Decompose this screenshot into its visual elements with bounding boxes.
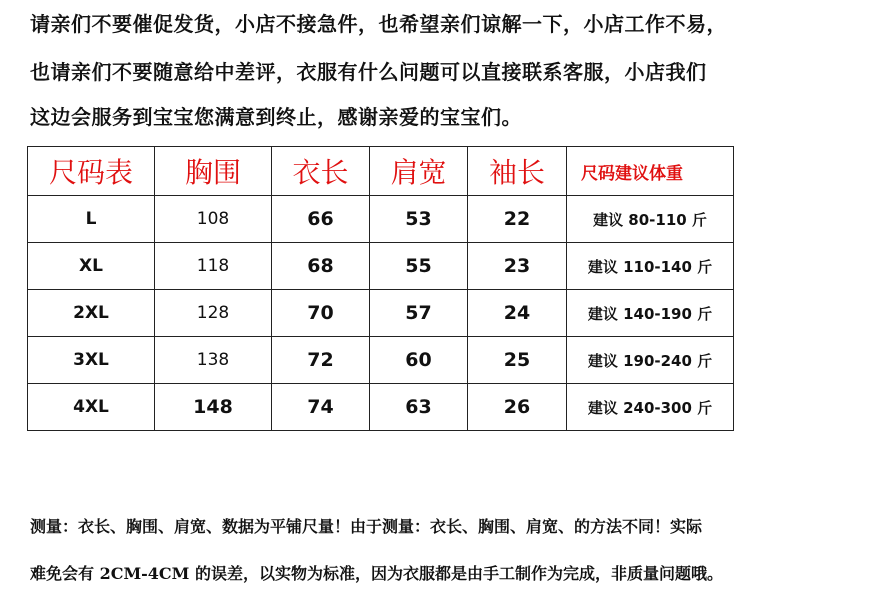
table-row <box>28 384 734 431</box>
cell-weight: 建议 190-240 斤 <box>567 337 734 384</box>
cell-size: L <box>28 196 155 243</box>
cell-weight: 建议 80-110 斤 <box>567 196 734 243</box>
cell-size: XL <box>28 243 155 290</box>
cell-sleeve: 25 <box>468 337 567 384</box>
cell-size: 4XL <box>28 384 155 431</box>
measurement-note-line-2: 难免会有 2CM-4CM 的误差，以实物为标准，因为衣服都是由手工制作为完成，非质量问题哦。 <box>30 564 723 583</box>
size-chart-table <box>27 146 734 431</box>
cell-chest: 148 <box>155 384 272 431</box>
intro-line-1: 请亲们不要催促发货，小店不接急件，也希望亲们谅解一下，小店工作不易， <box>30 12 727 36</box>
intro-line-2: 也请亲们不要随意给中差评，衣服有什么问题可以直接联系客服，小店我们 <box>30 60 707 84</box>
header-weight: 尺码建议体重 <box>567 147 734 196</box>
cell-chest: 108 <box>155 196 272 243</box>
cell-sleeve: 22 <box>468 196 567 243</box>
cell-shoulder: 57 <box>370 290 468 337</box>
cell-shoulder: 55 <box>370 243 468 290</box>
table-row <box>28 196 734 243</box>
header-size-chart: 尺码表 <box>28 147 155 196</box>
cell-sleeve: 26 <box>468 384 567 431</box>
table-row <box>28 243 734 290</box>
cell-weight: 建议 110-140 斤 <box>567 243 734 290</box>
cell-length: 68 <box>272 243 370 290</box>
intro-line-3: 这边会服务到宝宝您满意到终止，感谢亲爱的宝宝们。 <box>30 105 522 129</box>
cell-weight: 建议 240-300 斤 <box>567 384 734 431</box>
table-row <box>28 337 734 384</box>
header-sleeve: 袖长 <box>468 147 567 196</box>
table-header-row <box>28 147 734 196</box>
cell-shoulder: 63 <box>370 384 468 431</box>
cell-chest: 128 <box>155 290 272 337</box>
cell-shoulder: 53 <box>370 196 468 243</box>
cell-length: 74 <box>272 384 370 431</box>
cell-size: 2XL <box>28 290 155 337</box>
header-length: 衣长 <box>272 147 370 196</box>
cell-chest: 138 <box>155 337 272 384</box>
header-chest: 胸围 <box>155 147 272 196</box>
cell-length: 72 <box>272 337 370 384</box>
cell-sleeve: 24 <box>468 290 567 337</box>
cell-chest: 118 <box>155 243 272 290</box>
measurement-note-line-1: 测量：衣长、胸围、肩宽、数据为平铺尺量！由于测量：衣长、胸围、肩宽、的方法不同！实际 <box>30 517 703 536</box>
table-row <box>28 290 734 337</box>
cell-size: 3XL <box>28 337 155 384</box>
cell-weight: 建议 140-190 斤 <box>567 290 734 337</box>
header-shoulder: 肩宽 <box>370 147 468 196</box>
cell-length: 70 <box>272 290 370 337</box>
cell-shoulder: 60 <box>370 337 468 384</box>
cell-length: 66 <box>272 196 370 243</box>
cell-sleeve: 23 <box>468 243 567 290</box>
